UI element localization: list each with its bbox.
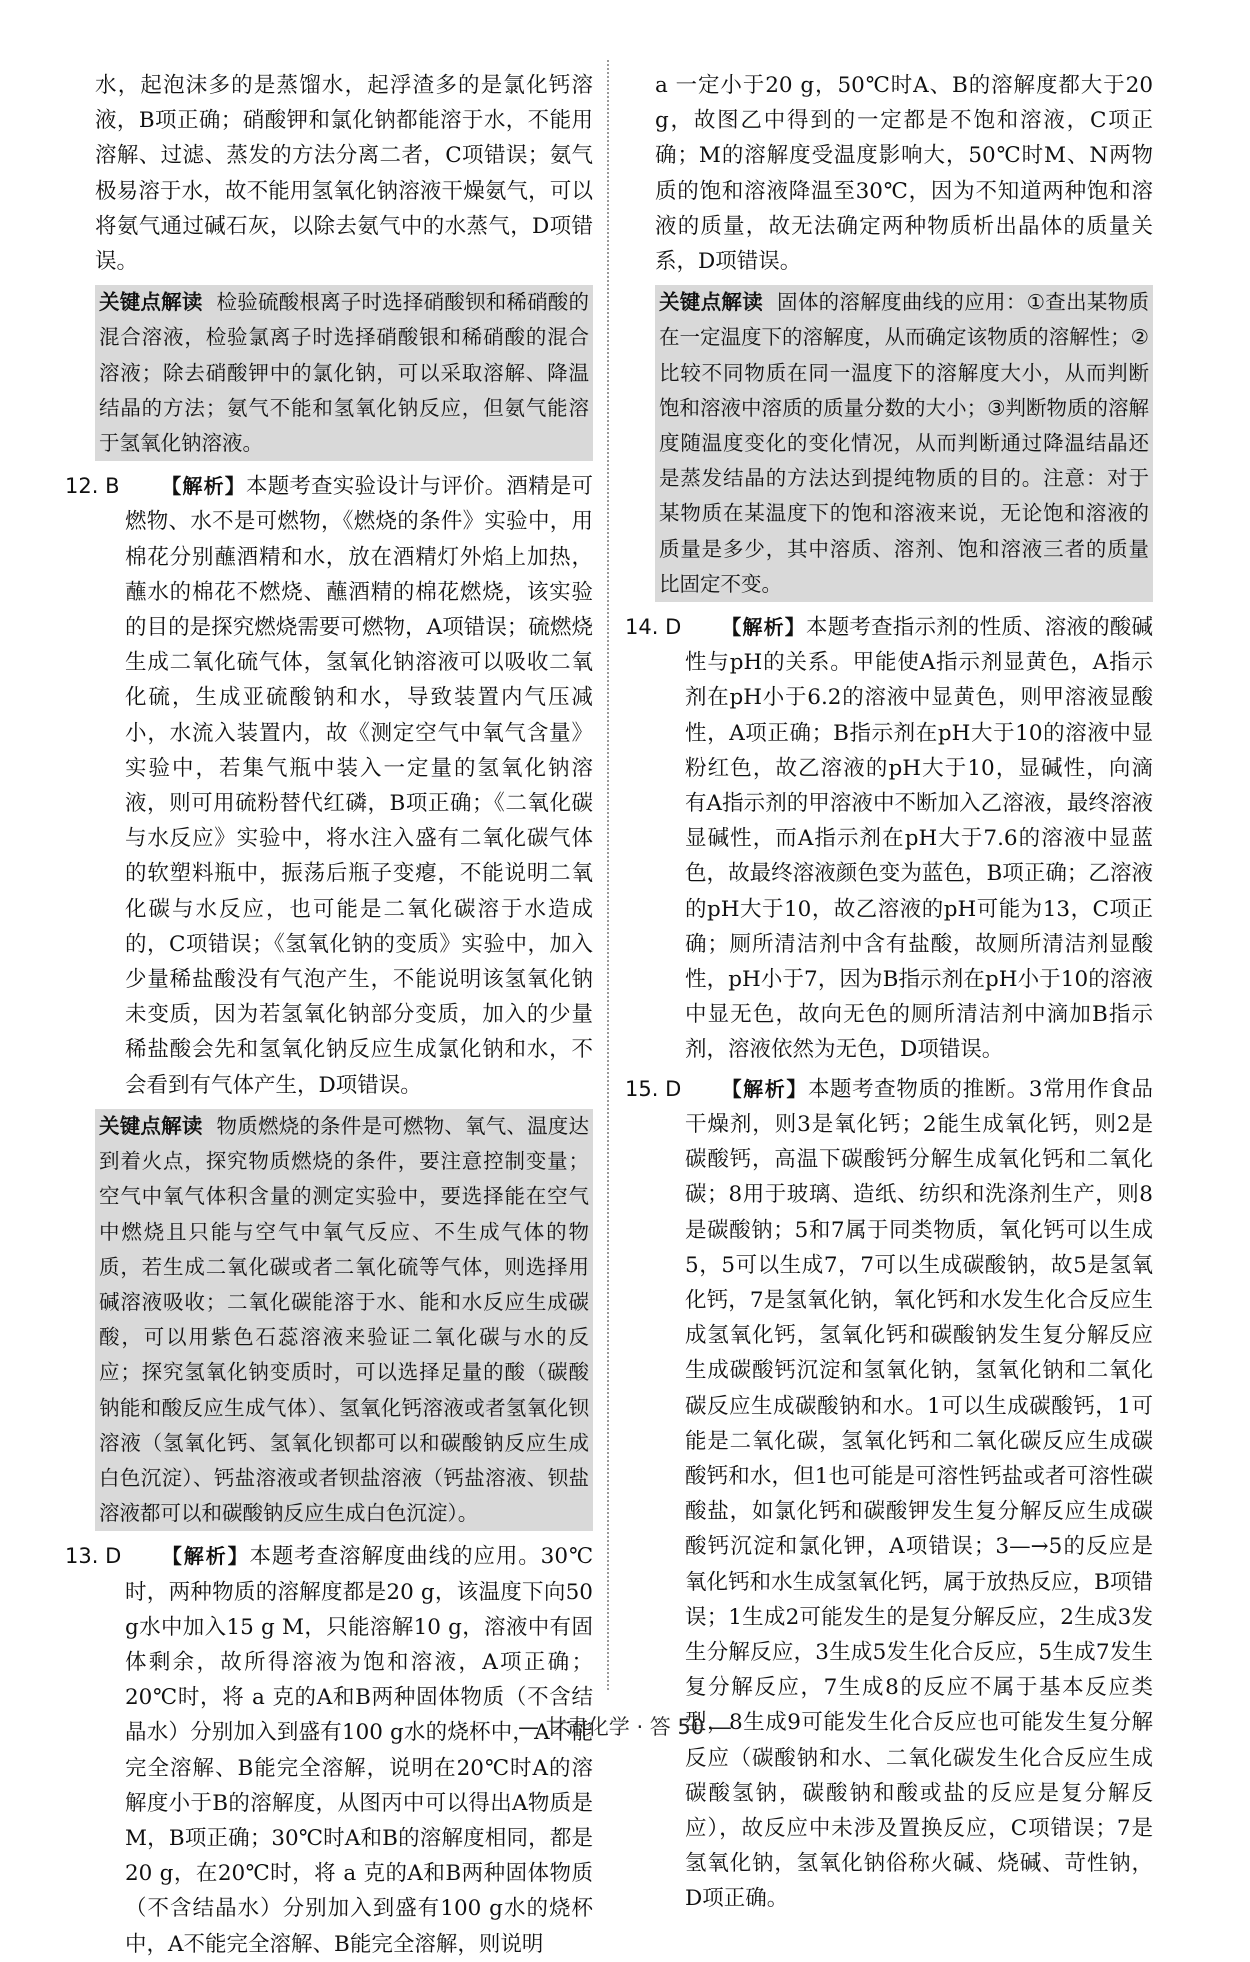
q11-continuation: 水，起泡沫多的是蒸馏水，起浮渣多的是氯化钙溶液，B项正确；硝酸钾和氯化钠都能溶于水，不能用溶解、过滤、蒸发的方法分离二者，C项错误；氨气极易溶于水，故不能用氢氧化钠溶液干燥氨气，可以将氨气通过碱石灰，以除去氨气中的水蒸气，D项错误。 <box>95 73 593 275</box>
answer-13 <box>65 1539 593 1961</box>
analysis-text: 本题考查物质的推断。3常用作食品干燥剂，则3是氧化钙；2能生成氧化钙，则2是碳酸钙，高温下碳酸钙分解生成氧化钙和二氧化碳；8用于玻璃、造纸、纺织和洗涤剂生产，则8是碳酸钠；5和7属于同类物质，氧化钙可以生成5，5可以生成7，7可以生成碳酸钠，故5是氢氧化钙，7是氢氧化钠，氧化钙和水发生化合反应生成氢氧化钙，氢氧化钙和碳酸钠发生复分解反应生成碳酸钙沉淀和氢氧化钠，氢氧化钠和二氧化碳反应生成碳酸钠和水。1可以生成碳酸钙，1可能是二氧化碳，氢氧化钙和二氧化碳反应生成碳酸钙和水，但1也可能是可溶性钙盐或者可溶性碳酸盐，如氯化钙和碳酸钾发生复分解反应生成碳酸钙沉淀和氯化钾，A项错误；3—→5的反应是氧化钙和水生成氢氧化钙，属于放热反应，B项错误；1生成2可能发生的是复分解反应，2生成3发生分解反应，3生成5发生化合反应，5生成7发生复分解反应，7生成8的反应不属于基本反应类型，8生成9可能发生化合反应也可能发生复分解反应（碳酸钠和水、二氧化碳发生化合反应生成碳酸氢钠，碳酸钠和酸或盐的反应是复分解反应），故反应中未涉及置换反应，C项错误；7是氢氧化钠，氢氧化钠俗称火碱、烧碱、苛性钠，D项正确。 <box>685 1076 1153 1912</box>
analysis-tag: 【解析】 <box>721 1076 808 1101</box>
analysis-tag: 【解析】 <box>161 474 246 499</box>
key-point-box-3 <box>655 285 1153 602</box>
left-column <box>65 68 593 1962</box>
key-point-title: 关键点解读 <box>99 290 203 315</box>
key-point-title: 关键点解读 <box>659 290 764 315</box>
key-point-text: 固体的溶解度曲线的应用：①查出某物质在一定温度下的溶解度，从而确定该物质的溶解性；②比较不同物质在同一温度下的溶解度大小，从而判断饱和溶液中溶质的质量分数的大小；③判断物质的溶解度随温度变化的变化情况，从而判断通过降温结晶还是蒸发结晶的方法达到提纯物质的目的。注意：对于某物质在某温度下的饱和溶液来说，无论饱和溶液的质量是多少，其中溶质、溶剂、饱和溶液三者的质量比固定不变。 <box>659 290 1149 596</box>
answer-number: 15. D <box>625 1076 682 1101</box>
answer-number: 14. D <box>625 615 682 640</box>
key-point-box-2 <box>95 1109 593 1531</box>
analysis-text: 本题考查溶解度曲线的应用。30℃时，两种物质的溶解度都是20 g，该温度下向50 g水中加入15 g M，只能溶解10 g，溶液中有固体剩余，故所得溶液为饱和溶液，A项正确；20℃时，将 a 克的A和B两种固体物质（不含结晶水）分别加入到盛有100 g水的烧杯中，A不能完全溶解、B能完全溶解，说明在20℃时A的溶解度小于B的溶解度，从图丙中可以得出A物质是M，B项正确；30℃时A和B的溶解度相同，都是20 g，在20℃时，将 a 克的A和B两种固体物质（不含结晶水）分别加入到盛有100 g水的烧杯中，A不能完全溶解、B能完全溶解，则说明 <box>125 1544 593 1957</box>
analysis-text: 本题考查指示剂的性质、溶液的酸碱性与pH的关系。甲能使A指示剂显黄色，A指示剂在pH小于6.2的溶液中显黄色，则甲溶液显酸性，A项正确；B指示剂在pH大于10的溶液中显粉红色，故乙溶液的pH大于10，显碱性，向滴有A指示剂的甲溶液中不断加入乙溶液，最终溶液显碱性，而A指示剂在pH大于7.6的溶液中显蓝色，故最终溶液颜色变为蓝色，B项正确；乙溶液的pH大于10，故乙溶液的pH可能为13，C项正确；厕所清洁剂中含有盐酸，故厕所清洁剂显酸性，pH小于7，因为B指示剂在pH小于10的溶液中显无色，故向无色的厕所清洁剂中滴加B指示剂，溶液依然为无色，D项错误。 <box>685 615 1153 1063</box>
column-divider <box>607 60 609 1690</box>
answer-14 <box>625 610 1153 1068</box>
analysis-tag: 【解析】 <box>161 1544 250 1569</box>
analysis-tag: 【解析】 <box>721 615 806 640</box>
key-point-text: 检验硫酸根离子时选择硝酸钡和稀硝酸的混合溶液，检验氯离子时选择硝酸银和稀硝酸的混合溶液；除去硝酸钾中的氯化钠，可以采取溶解、降温结晶的方法；氨气不能和氢氧化钠反应，但氨气能溶于氢氧化钠溶液。 <box>99 290 590 456</box>
key-point-title: 关键点解读 <box>99 1113 203 1138</box>
key-point-box-1 <box>95 285 593 461</box>
answer-12 <box>65 469 593 1103</box>
answer-number: 13. D <box>65 1544 122 1569</box>
answer-number: 12. B <box>65 474 120 499</box>
q13-continuation: a 一定小于20 g，50℃时A、B的溶解度都大于20 g，故图乙中得到的一定都是不饱和溶液，C项正确；M的溶解度受温度影响大，50℃时M、N两物质的饱和溶液降温至30℃，因为不知道两种饱和溶液的质量，故无法确定两种物质析出晶体的质量关系，D项错误。 <box>655 73 1153 275</box>
key-point-text: 物质燃烧的条件是可燃物、氧气、温度达到着火点，探究物质燃烧的条件，要注意控制变量；空气中氧气体积含量的测定实验中，要选择能在空气中燃烧且只能与空气中氧气反应、不生成气体的物质，若生成二氧化碳或者二氧化硫等气体，则选择用碱溶液吸收；二氧化碳能溶于水、能和水反应生成碳酸，可以用紫色石蕊溶液来验证二氧化碳与水的反应；探究氢氧化钠变质时，可以选择足量的酸（碳酸钠能和酸反应生成气体）、氢氧化钙溶液或者氢氧化钡溶液（氢氧化钙、氢氧化钡都可以和碳酸钠反应生成白色沉淀）、钙盐溶液或者钡盐溶液（钙盐溶液、钡盐溶液都可以和碳酸钠反应生成白色沉淀）。 <box>99 1113 590 1526</box>
page-footer: — 甘肃化学 · 答 50 — <box>518 1715 732 1739</box>
analysis-text: 本题考查实验设计与评价。酒精是可燃物、水不是可燃物，《燃烧的条件》实验中，用棉花分别蘸酒精和水，放在酒精灯外焰上加热，蘸水的棉花不燃烧、蘸酒精的棉花燃烧，该实验的目的是探究燃烧需要可燃物，A项错误；硫燃烧生成二氧化硫气体，氢氧化钠溶液可以吸收二氧化硫，生成亚硫酸钠和水，导致装置内气压减小，水流入装置内，故《测定空气中氧气含量》实验中，若集气瓶中装入一定量的氢氧化钠溶液，则可用硫粉替代红磷，B项正确；《二氧化碳与水反应》实验中，将水注入盛有二氧化碳气体的软塑料瓶中，振荡后瓶子变瘪，不能说明二氧化碳与水反应，也可能是二氧化碳溶于水造成的，C项错误；《氢氧化钠的变质》实验中，加入少量稀盐酸没有气泡产生，不能说明该氢氧化钠未变质，因为若氢氧化钠部分变质，加入的少量稀盐酸会先和氢氧化钠反应生成氯化钠和水，不会看到有气体产生，D项错误。 <box>125 474 593 1098</box>
